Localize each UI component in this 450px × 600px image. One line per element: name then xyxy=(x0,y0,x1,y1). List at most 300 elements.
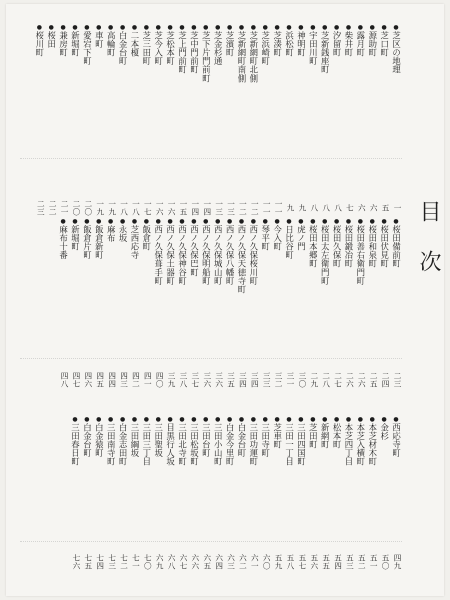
toc-entry xyxy=(117,218,129,346)
toc-entry-name: 芝新網町北側 xyxy=(248,31,259,83)
bullet-icon: ● xyxy=(273,218,281,226)
toc-page-number: 一七 xyxy=(143,200,153,216)
toc-page-number: 五六 xyxy=(309,554,319,570)
toc-page-number: 六一 xyxy=(250,554,260,570)
toc-entry-name: 三田功運町 xyxy=(248,423,259,467)
toc-page-number: 一八 xyxy=(131,200,141,216)
toc-entry-name: 麻布 xyxy=(106,225,117,243)
toc-entry-name: 芝新網町南側 xyxy=(236,31,247,83)
bullet-icon: ● xyxy=(142,416,150,424)
toc-entry-name: 宇田川町 xyxy=(308,31,319,66)
toc-page-number: 四一 xyxy=(143,372,153,388)
bullet-icon: ● xyxy=(214,218,222,226)
toc-entry-name: 神明町 xyxy=(296,31,307,57)
toc-page-number: 一四 xyxy=(202,200,212,216)
toc-entry-name: 三田松坂町 xyxy=(189,423,200,467)
bullet-icon: ● xyxy=(119,218,127,226)
toc-entry-name: 愛宕下町 xyxy=(82,31,93,66)
toc-page-number: 五五 xyxy=(321,554,331,570)
toc-entry-name: 桜田 xyxy=(46,31,57,49)
toc-entry-name: 三田台町 xyxy=(201,423,212,458)
bullet-icon: ● xyxy=(95,218,103,226)
toc-entry xyxy=(378,218,390,346)
bullet-icon: ● xyxy=(368,416,376,424)
toc-entry xyxy=(271,24,283,154)
toc-pages-lower xyxy=(20,554,402,569)
bullet-icon: ● xyxy=(344,416,352,424)
toc-entry xyxy=(271,218,283,346)
toc-entry-name: 飯倉町 xyxy=(141,225,152,251)
toc-entry xyxy=(129,24,141,154)
toc-page-number: 八 xyxy=(321,203,331,212)
toc-entry-name: 芝口町 xyxy=(379,31,390,57)
bullet-icon: ● xyxy=(59,218,67,226)
toc-page-number: 六九 xyxy=(155,554,165,570)
bullet-icon: ● xyxy=(237,218,245,226)
toc-entry-name: 永坂 xyxy=(118,225,129,243)
bullet-icon: ● xyxy=(226,218,234,226)
toc-entry xyxy=(93,218,105,346)
bullet-icon: ● xyxy=(380,416,388,424)
toc-entry xyxy=(176,416,188,536)
bullet-icon: ● xyxy=(107,416,115,424)
toc-entry-name: 桜田備前町 xyxy=(391,225,402,269)
toc-entry-name: 白金今里町 xyxy=(225,423,236,467)
toc-entry-name: 西ノ久保天徳寺町 xyxy=(236,225,247,294)
toc-entry xyxy=(259,24,271,154)
toc-entry-name: 本芝四丁目 xyxy=(343,423,354,467)
toc-entry-name: 三田聖坂 xyxy=(153,423,164,458)
bullet-icon: ● xyxy=(356,416,364,424)
toc-entry xyxy=(57,24,69,154)
toc-entry-name: 桜田伏見町 xyxy=(379,225,390,269)
bullet-icon: ● xyxy=(130,416,138,424)
toc-entry-name: 芝今入町 xyxy=(153,31,164,66)
toc-entry-name: 芝車町 xyxy=(272,423,283,449)
toc-page-number: 一四 xyxy=(190,200,200,216)
toc-page-number: 二六 xyxy=(345,372,355,388)
toc-entry-name: 芝田町 xyxy=(308,423,319,449)
toc-entry xyxy=(152,416,164,536)
toc-entry-name: 桜田本郷町 xyxy=(308,225,319,269)
toc-entry-name: 西ノ久保城山町 xyxy=(213,225,224,286)
toc-entry xyxy=(319,24,331,154)
toc-page-number: 六〇 xyxy=(262,554,272,570)
toc-entry-name: 桜田太左衛門町 xyxy=(320,225,331,286)
toc-page-number: 二二 xyxy=(48,200,58,216)
bullet-icon: ● xyxy=(356,218,364,226)
toc-entry xyxy=(212,218,224,346)
bullet-icon: ● xyxy=(202,24,210,32)
bullet-icon: ● xyxy=(309,24,317,32)
toc-page-number: 三六 xyxy=(202,372,212,388)
toc-page-number: 七 xyxy=(345,203,355,212)
toc-entries-middle xyxy=(57,218,402,346)
toc-page-number: 一三 xyxy=(226,200,236,216)
toc-entry xyxy=(152,218,164,346)
toc-entry-name: 芝濱町 xyxy=(225,31,236,57)
toc-page-number: 一一 xyxy=(262,200,272,216)
toc-entry xyxy=(93,24,105,154)
toc-page-number: 一 xyxy=(393,203,402,212)
toc-page-number: 一八 xyxy=(119,200,129,216)
toc-page-number: 五九 xyxy=(274,554,284,570)
toc-entry xyxy=(354,218,366,346)
toc-page-number: 九 xyxy=(297,203,307,212)
toc-page-number: 一一 xyxy=(274,200,284,216)
toc-entry-name: 高輪町 xyxy=(106,31,117,57)
toc-entry-name: 目黒行人坂 xyxy=(165,423,176,467)
toc-entry-name: 芝金杉通 xyxy=(213,31,224,66)
bullet-icon: ● xyxy=(321,416,329,424)
bullet-icon: ● xyxy=(333,416,341,424)
toc-entry-name: 車町 xyxy=(94,31,105,49)
bullet-icon: ● xyxy=(83,416,91,424)
toc-entry-name: 芝区の地理 xyxy=(391,31,402,75)
toc-entry xyxy=(259,218,271,346)
toc-entry-name: 浜松町 xyxy=(284,31,295,57)
toc-page-number: 四四 xyxy=(107,372,117,388)
bullet-icon: ● xyxy=(166,416,174,424)
toc-entry-name: 西応寺町 xyxy=(391,423,402,458)
toc-entry xyxy=(33,24,45,154)
toc-entry xyxy=(343,24,355,154)
toc-entry-name: 麻布十番 xyxy=(58,225,69,260)
toc-entry xyxy=(176,218,188,346)
toc-page-number: 二三 xyxy=(36,200,46,216)
toc-entry xyxy=(283,218,295,346)
bullet-icon: ● xyxy=(154,218,162,226)
toc-page-number: 五七 xyxy=(297,554,307,570)
toc-page-number: 四二 xyxy=(131,372,141,388)
toc-entry xyxy=(140,24,152,154)
bullet-icon: ● xyxy=(309,416,317,424)
toc-page-number: 三三 xyxy=(262,372,272,388)
bullet-icon: ● xyxy=(309,218,317,226)
toc-entry-name: 日比谷町 xyxy=(284,225,295,260)
toc-page-number: 三二 xyxy=(274,372,284,388)
toc-entry-name: 兼房町 xyxy=(58,31,69,57)
toc-entry-name: 白金台町 xyxy=(118,31,129,66)
bullet-icon: ● xyxy=(261,218,269,226)
toc-page-number: 二七 xyxy=(333,372,343,388)
bullet-icon: ● xyxy=(154,24,162,32)
toc-entry xyxy=(331,416,343,536)
toc-page-number: 六 xyxy=(369,203,379,212)
toc-page-number: 八 xyxy=(333,203,343,212)
bullet-icon: ● xyxy=(142,218,150,226)
toc-entry xyxy=(164,416,176,536)
toc-page-number: 二三 xyxy=(393,372,402,388)
toc-page-number: 六七 xyxy=(178,554,188,570)
toc-entry-name: 三田四国町 xyxy=(296,423,307,467)
bullet-icon: ● xyxy=(392,218,400,226)
toc-pages-middle xyxy=(20,372,402,387)
bullet-icon: ● xyxy=(202,416,210,424)
toc-entry xyxy=(81,416,93,536)
bullet-icon: ● xyxy=(71,416,79,424)
toc-entry-name: 白金志田町 xyxy=(118,423,129,467)
toc-page-number: 六五 xyxy=(202,554,212,570)
toc-entry xyxy=(188,24,200,154)
toc-entry xyxy=(247,218,259,346)
toc-entry-name: 三田南寺町 xyxy=(106,423,117,467)
toc-page-number: 一二 xyxy=(238,200,248,216)
toc-page-number: 九 xyxy=(285,203,295,212)
toc-entry xyxy=(366,218,378,346)
toc-entry-name: 芝下片門前町 xyxy=(201,31,212,83)
toc-page-number: 五一 xyxy=(369,554,379,570)
toc-entry-name: 桜川町 xyxy=(34,31,45,57)
toc-entry xyxy=(307,24,319,154)
toc-page-number: 七一 xyxy=(131,554,141,570)
toc-entry-name: 桜田善右衛門町 xyxy=(355,225,366,286)
bullet-icon: ● xyxy=(35,24,43,32)
toc-entry xyxy=(390,24,402,154)
bullet-icon: ● xyxy=(333,218,341,226)
toc-page-number: 二八 xyxy=(321,372,331,388)
toc-entry xyxy=(81,24,93,154)
bullet-icon: ● xyxy=(261,416,269,424)
toc-page-number: 五八 xyxy=(285,554,295,570)
toc-entry-name: 三田寺町 xyxy=(260,423,271,458)
bullet-icon: ● xyxy=(190,218,198,226)
toc-entry xyxy=(129,218,141,346)
toc-entry-name: 二本榎 xyxy=(129,31,140,57)
bullet-icon: ● xyxy=(190,24,198,32)
toc-entry-name: 今入町 xyxy=(272,225,283,251)
bullet-icon: ● xyxy=(214,416,222,424)
bullet-icon: ● xyxy=(237,416,245,424)
toc-entry xyxy=(212,416,224,536)
toc-entry-name: 芝上門前町 xyxy=(177,31,188,75)
toc-entry-name: 芝浜崎町 xyxy=(260,31,271,66)
toc-page-number: 六二 xyxy=(238,554,248,570)
bullet-icon: ● xyxy=(142,24,150,32)
toc-entry-name: 飯倉新町 xyxy=(94,225,105,260)
toc-page-number: 五四 xyxy=(333,554,343,570)
toc-page-number: 二四 xyxy=(381,372,391,388)
bullet-icon: ● xyxy=(130,24,138,32)
toc-page-number: 七五 xyxy=(83,554,93,570)
toc-entry xyxy=(140,416,152,536)
toc-entry xyxy=(200,416,212,536)
toc-entry xyxy=(45,24,57,154)
bullet-icon: ● xyxy=(392,416,400,424)
toc-page-number: 五 xyxy=(381,203,391,212)
bullet-icon: ● xyxy=(226,416,234,424)
toc-page-number: 五〇 xyxy=(381,554,391,570)
toc-page-number: 八 xyxy=(309,203,319,212)
toc-entry xyxy=(259,416,271,536)
toc-entry xyxy=(117,416,129,536)
rule xyxy=(20,541,402,543)
toc-page-number: 六六 xyxy=(190,554,200,570)
toc-page-number: 六 xyxy=(357,203,367,212)
bullet-icon: ● xyxy=(214,24,222,32)
toc-entry-name: 西ノ久保土器町 xyxy=(165,225,176,286)
toc-entry xyxy=(236,218,248,346)
bullet-icon: ● xyxy=(107,218,115,226)
toc-entry xyxy=(236,24,248,154)
toc-entry xyxy=(378,416,390,536)
bullet-icon: ● xyxy=(273,24,281,32)
toc-entry-name: 西ノ久保桜川町 xyxy=(248,225,259,286)
toc-entry-name: 本芝入横町 xyxy=(355,423,366,467)
bullet-icon: ● xyxy=(178,24,186,32)
toc-page-number: 四七 xyxy=(71,372,81,388)
toc-entry-name: 柴井町 xyxy=(343,31,354,57)
bullet-icon: ● xyxy=(368,24,376,32)
toc-entry-name: 白金台町 xyxy=(236,423,247,458)
toc-entry xyxy=(140,218,152,346)
toc-entry xyxy=(295,24,307,154)
toc-page-number: 五三 xyxy=(345,554,355,570)
bullet-icon: ● xyxy=(344,218,352,226)
toc-entry-name: 芝三田町 xyxy=(141,31,152,66)
toc-page-number: 三八 xyxy=(178,372,188,388)
toc-page-number: 三四 xyxy=(238,372,248,388)
toc-page-number: 一九 xyxy=(107,200,117,216)
bullet-icon: ● xyxy=(226,24,234,32)
bullet-icon: ● xyxy=(83,218,91,226)
toc-entry xyxy=(366,24,378,154)
toc-entry xyxy=(390,218,402,346)
toc-entry-name: 三田三丁目 xyxy=(141,423,152,467)
toc-page-number: 三〇 xyxy=(297,372,307,388)
bullet-icon: ● xyxy=(297,24,305,32)
toc-entry-name: 源助町 xyxy=(367,31,378,57)
toc-page-number: 二九 xyxy=(309,372,319,388)
toc-page-number: 四五 xyxy=(95,372,105,388)
toc-entry xyxy=(331,218,343,346)
toc-entry-name: 桜田鍛冶町 xyxy=(343,225,354,269)
toc-entry xyxy=(188,416,200,536)
toc-entries-lower xyxy=(69,416,402,536)
toc-entry xyxy=(366,416,378,536)
toc-entry xyxy=(343,416,355,536)
toc-entry-name: 芝松本町 xyxy=(165,31,176,66)
toc-page-number: 四九 xyxy=(393,554,402,570)
bullet-icon: ● xyxy=(107,24,115,32)
bullet-icon: ● xyxy=(95,416,103,424)
toc-entry xyxy=(283,416,295,536)
bullet-icon: ● xyxy=(47,24,55,32)
toc-entry xyxy=(176,24,188,154)
toc-page-number: 七二 xyxy=(119,554,129,570)
toc-page-number: 一六 xyxy=(155,200,165,216)
rule xyxy=(20,158,402,160)
bullet-icon: ● xyxy=(273,416,281,424)
bullet-icon: ● xyxy=(333,24,341,32)
toc-page-number: 四〇 xyxy=(155,372,165,388)
toc-page-number: 二〇 xyxy=(83,200,93,216)
toc-entry xyxy=(224,218,236,346)
bullet-icon: ● xyxy=(202,218,210,226)
bullet-icon: ● xyxy=(261,24,269,32)
toc-page-number: 二一 xyxy=(60,200,70,216)
toc-page-number: 四三 xyxy=(119,372,129,388)
toc-entry xyxy=(343,218,355,346)
toc-page-number: 一二 xyxy=(250,200,260,216)
toc-entry xyxy=(129,416,141,536)
bullet-icon: ● xyxy=(321,218,329,226)
toc-entry xyxy=(164,218,176,346)
bullet-icon: ● xyxy=(190,416,198,424)
bullet-icon: ● xyxy=(249,416,257,424)
bullet-icon: ● xyxy=(130,218,138,226)
toc-page-number: 三九 xyxy=(167,372,177,388)
toc-entry-name: 本芝材木町 xyxy=(367,423,378,467)
bullet-icon: ● xyxy=(83,24,91,32)
toc-entry-name: 金杉 xyxy=(379,423,390,441)
toc-page-number: 二〇 xyxy=(71,200,81,216)
bullet-icon: ● xyxy=(178,218,186,226)
bullet-icon: ● xyxy=(368,218,376,226)
toc-entry xyxy=(319,416,331,536)
toc-entry-name: 三田綱坂 xyxy=(129,423,140,458)
bullet-icon: ● xyxy=(178,416,186,424)
toc-page-number: 二六 xyxy=(357,372,367,388)
toc-entry xyxy=(354,24,366,154)
toc-entry-name: 桜田久保町 xyxy=(332,225,343,269)
toc-entry xyxy=(236,416,248,536)
bullet-icon: ● xyxy=(237,24,245,32)
toc-entry-name: 芝新銭座町 xyxy=(320,31,331,75)
toc-entry xyxy=(105,416,117,536)
toc-pages-upper xyxy=(20,200,402,215)
toc-entry xyxy=(271,416,283,536)
toc-entry xyxy=(57,218,69,346)
bullet-icon: ● xyxy=(119,416,127,424)
bullet-icon: ● xyxy=(285,218,293,226)
bullet-icon: ● xyxy=(297,218,305,226)
toc-entry-name: 西ノ久保神谷町 xyxy=(177,225,188,286)
toc-entry-name: 琴平町 xyxy=(260,225,271,251)
toc-entry-name: 松本町 xyxy=(332,423,343,449)
toc-entry xyxy=(307,416,319,536)
bullet-icon: ● xyxy=(380,24,388,32)
toc-page-number: 三七 xyxy=(190,372,200,388)
toc-page-number: 七六 xyxy=(71,554,81,570)
bullet-icon: ● xyxy=(380,218,388,226)
bullet-icon: ● xyxy=(297,416,305,424)
toc-entry xyxy=(200,24,212,154)
toc-entry-name: 芝中門前町 xyxy=(189,31,200,75)
toc-page-number: 一五 xyxy=(178,200,188,216)
toc-page-number: 一九 xyxy=(95,200,105,216)
toc-entry-name: 西ノ久保葺手町 xyxy=(153,225,164,286)
toc-entry-name: 西ノ久保明船町 xyxy=(201,225,212,286)
bullet-icon: ● xyxy=(95,24,103,32)
toc-entry xyxy=(93,416,105,536)
toc-entry xyxy=(295,218,307,346)
toc-entry xyxy=(117,24,129,154)
bullet-icon: ● xyxy=(344,24,352,32)
toc-entry xyxy=(69,416,81,536)
toc-page-number: 四六 xyxy=(83,372,93,388)
toc-entry-name: 新堀町 xyxy=(70,225,81,251)
bullet-icon: ● xyxy=(356,24,364,32)
toc-page-number: 四八 xyxy=(60,372,70,388)
bullet-icon: ● xyxy=(59,24,67,32)
bullet-icon: ● xyxy=(249,24,257,32)
toc-entry xyxy=(295,416,307,536)
toc-entry xyxy=(69,24,81,154)
bullet-icon: ● xyxy=(249,218,257,226)
toc-entry-name: 三田春日町 xyxy=(70,423,81,467)
bullet-icon: ● xyxy=(71,218,79,226)
